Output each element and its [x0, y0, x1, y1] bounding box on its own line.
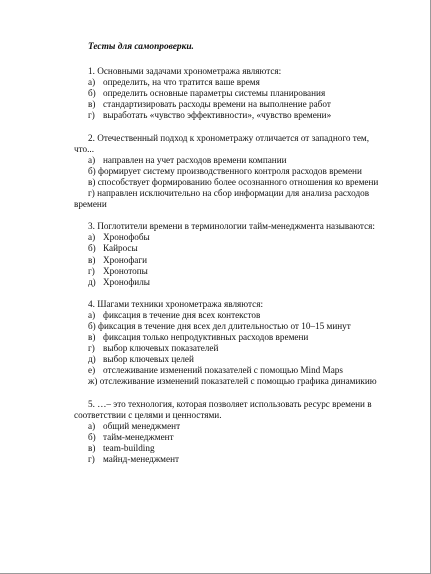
- answer-option: [88, 77, 388, 88]
- answer-letter: е): [88, 365, 96, 376]
- answer-letter: б): [88, 88, 96, 99]
- answer-letter: б): [88, 243, 96, 254]
- question-5: [74, 398, 388, 466]
- question-4: [88, 299, 388, 388]
- answer-option: [74, 188, 388, 210]
- answer-option: [74, 177, 388, 188]
- answer-letter: б): [88, 165, 96, 176]
- answer-text: фиксация только непродуктивных расходов времени: [103, 332, 309, 343]
- question-text: 4. Шагами техники хронометража являются:: [88, 298, 263, 309]
- question-text: 2. Отечественный подход к хронометражу отличается от западного тем, что...: [74, 132, 370, 154]
- answer-option: [88, 99, 388, 110]
- answer-text: определить основные параметры системы планирования: [103, 88, 326, 99]
- answer-letter: а): [88, 154, 96, 165]
- answer-text: выработать «чувство эффективности», «чувство времени»: [103, 110, 332, 121]
- answer-text: стандартизировать расходы времени на выполнение работ: [103, 99, 331, 110]
- answer-text: тайм-менеджмент: [103, 431, 174, 442]
- answer-text: Хронотопы: [103, 265, 148, 276]
- answer-option: [88, 255, 388, 266]
- answer-text: team-building: [103, 442, 155, 453]
- answer-letter: а): [88, 77, 96, 88]
- answer-option: [74, 321, 388, 332]
- answer-letter: г): [88, 265, 95, 276]
- answer-text: Хронофаги: [103, 254, 148, 265]
- answer-text: фиксация в течение дня всех дел длительностью от 10–15 минут: [98, 320, 351, 331]
- answer-letter: г): [88, 454, 95, 464]
- answer-option: [88, 454, 388, 465]
- answer-letter: б): [88, 320, 96, 331]
- answer-letter: д): [88, 276, 96, 287]
- page-title: Тесты для самопроверки.: [88, 42, 194, 52]
- answer-text: направлен на учет расходов времени компании: [103, 154, 287, 165]
- answer-option: [88, 155, 388, 166]
- answer-option: [88, 421, 388, 432]
- answer-letter: в): [88, 332, 96, 343]
- answer-option: [88, 443, 388, 454]
- question-1: [88, 66, 388, 121]
- answer-text: Кайросы: [103, 243, 138, 254]
- answer-letter: а): [88, 232, 96, 243]
- answer-letter: в): [88, 99, 96, 110]
- answer-text: Хронофобы: [103, 232, 150, 243]
- answer-letter: г): [88, 110, 95, 121]
- answer-text: общий менеджмент: [103, 420, 181, 431]
- answer-text: отслеживание изменений показателей с помощью Mind Maps: [103, 365, 343, 376]
- answer-letter: г): [88, 343, 95, 354]
- answer-letter: а): [88, 420, 96, 431]
- answer-letter: д): [88, 354, 96, 365]
- answer-text: отслеживание изменений показателей с помощью графика динамикию: [99, 376, 377, 387]
- answer-letter: ж): [88, 376, 98, 387]
- question-text: 3. Поглотители времени в терминологии тайм-менеджмента называются:: [88, 221, 375, 232]
- question-text: 1. Основными задачами хронометража являются:: [88, 66, 282, 77]
- answer-text: способствует формированию более осознанного отношения ко времени: [97, 176, 379, 187]
- answer-letter: а): [88, 309, 96, 320]
- answer-text: формирует систему производственного контроля расходов времени: [98, 165, 362, 176]
- answer-option: [88, 88, 388, 99]
- answer-letter: в): [88, 254, 96, 265]
- answer-text: фиксация в течение дня всех контекстов: [103, 309, 261, 320]
- answer-option: [74, 166, 388, 177]
- answer-option: [74, 376, 388, 387]
- answer-letter: г): [88, 188, 95, 199]
- answer-letter: б): [88, 431, 96, 442]
- answer-letter: в): [88, 442, 96, 453]
- answer-option: [88, 232, 388, 243]
- answer-text: выбор ключевых показателей: [103, 343, 219, 354]
- answer-option: [88, 243, 388, 254]
- answer-text: выбор ключевых целей: [103, 354, 194, 365]
- answer-text: направлен исключительно на сбор информации для анализа расходов времени: [74, 188, 370, 210]
- answer-option: [88, 365, 388, 376]
- question-text: 5. …– это технология, которая позволяет использовать ресурс времени в соответствии с целями и ценностями.: [74, 398, 372, 420]
- answer-option: [88, 277, 388, 288]
- question-3: [88, 221, 388, 288]
- answer-text: Хронофилы: [103, 276, 150, 287]
- answer-option: [88, 332, 388, 343]
- answer-option: [88, 266, 388, 277]
- answer-option: [88, 432, 388, 443]
- answer-option: [88, 343, 388, 354]
- answer-option: [88, 354, 388, 365]
- question-2: [74, 132, 388, 211]
- answer-option: [88, 310, 388, 321]
- answer-text: майнд-менеджмент: [103, 454, 180, 464]
- answer-text: определить, на что тратится ваше время: [103, 77, 260, 88]
- document-content: [74, 42, 388, 476]
- answer-letter: в): [88, 176, 96, 187]
- answer-option: [88, 110, 388, 121]
